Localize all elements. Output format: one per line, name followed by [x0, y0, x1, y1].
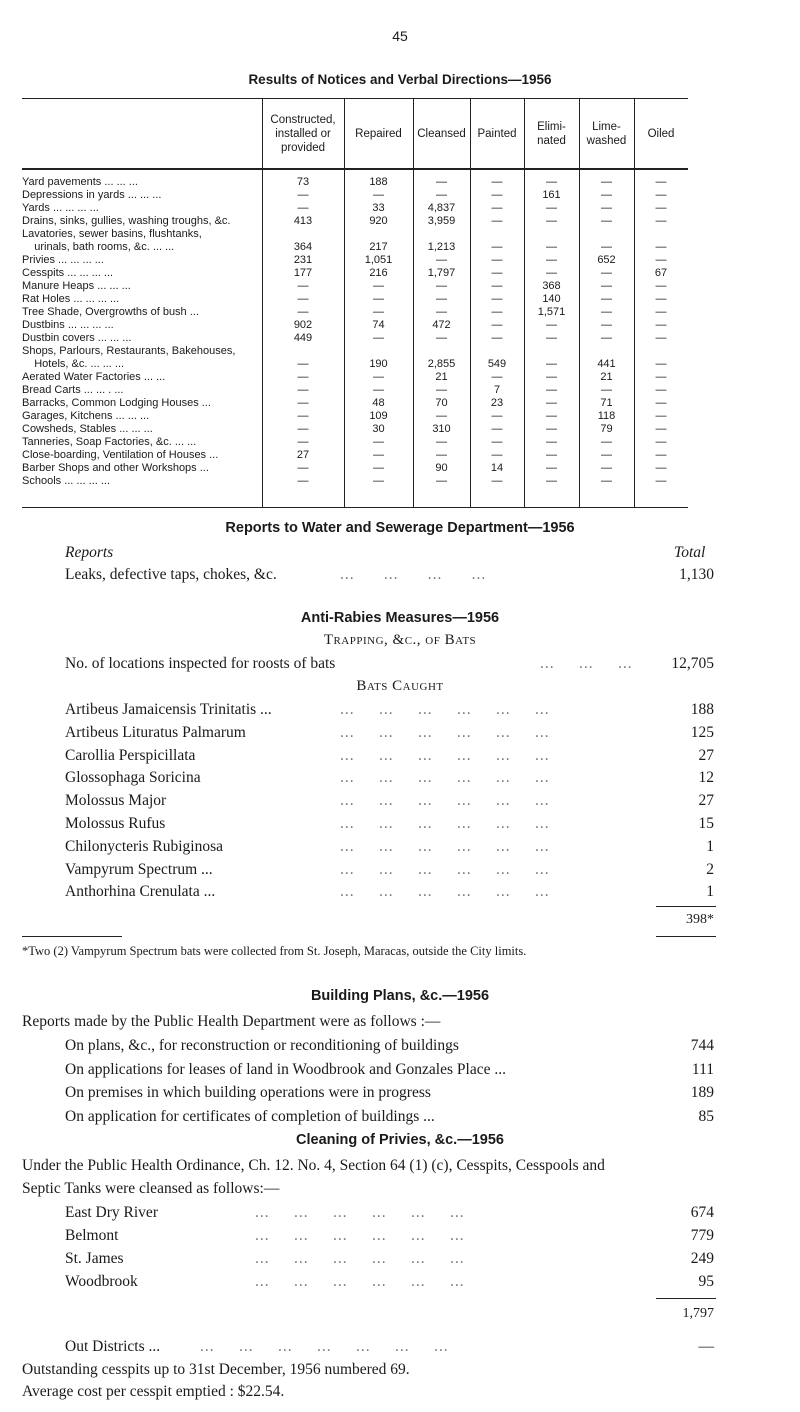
table-cell: — [491, 306, 503, 318]
table-cell: 79 [600, 423, 613, 435]
table-cell: — [373, 189, 384, 201]
inspected-value: 12,705 [671, 655, 714, 672]
building-item-value: 744 [690, 1037, 714, 1054]
table-cell: — [546, 215, 557, 227]
table-cell: — [601, 436, 612, 448]
table-row-label: Garages, Kitchens ... ... ... [22, 410, 150, 422]
table-cell: 190 [369, 358, 388, 370]
table-cell: — [546, 358, 557, 370]
table-cell: — [491, 332, 503, 344]
table-cell: 1,213 [427, 241, 456, 253]
out-districts-label: Out Districts ... [65, 1338, 161, 1355]
table-row-label: Lavatories, sewer basins, flushtanks, [22, 228, 202, 240]
bat-species-count: 27 [698, 792, 714, 810]
table-cell: 413 [293, 215, 313, 227]
table-row-label: Close-boarding, Ventilation of Houses ... [22, 449, 219, 461]
table-row-label: Tree Shade, Overgrowths of bush ... [22, 306, 199, 318]
table-cell: 48 [372, 397, 385, 409]
table-cell: 23 [490, 397, 504, 409]
table-cell: — [297, 189, 309, 201]
building-item-label: On plans, &c., for reconstruction or reconditioning of buildings [65, 1037, 459, 1054]
table-cell: — [601, 280, 612, 292]
privies-intro-2: Septic Tanks were cleansed as follows:— [22, 1180, 280, 1197]
table-cell: 902 [293, 319, 313, 331]
table-row-label: Yard pavements ... ... ... [22, 176, 138, 188]
table-cell: — [655, 280, 667, 292]
table-cell: — [546, 254, 557, 266]
table-cell: — [491, 319, 503, 331]
table-cell: — [546, 202, 557, 214]
table-cell: 140 [542, 293, 561, 305]
table-cell: — [546, 319, 557, 331]
notices-table [22, 98, 688, 508]
table-cell: 71 [600, 397, 613, 409]
district-value: 779 [690, 1227, 714, 1244]
privies-intro-1: Under the Public Health Ordinance, Ch. 12. No. 4, Section 64 (1) (c), Cesspits, Cesspools and [22, 1157, 605, 1174]
district-value: 249 [690, 1250, 714, 1267]
table-cell: — [601, 332, 612, 344]
table-cell: — [655, 397, 667, 409]
table-cell: — [601, 241, 612, 253]
table-cell: — [297, 306, 309, 318]
table-cell: — [436, 189, 447, 201]
table-cell: 67 [654, 267, 668, 279]
table-cell: — [436, 410, 447, 422]
table-cell: — [655, 436, 667, 448]
table-cell: — [491, 202, 503, 214]
column-header: Cleansed [417, 128, 466, 140]
table-cell: — [373, 306, 384, 318]
table-top-rule [22, 98, 688, 99]
table-cell: 231 [293, 254, 313, 266]
table-cell: — [655, 371, 667, 383]
table-row-label: urinals, bath rooms, &c. ... ... [22, 241, 175, 253]
table-cell: — [601, 293, 612, 305]
bat-species-name: Carollia Perspicillata [65, 746, 196, 764]
building-item-label: On premises in which building operations were in progress [65, 1084, 431, 1101]
table-cell: — [655, 410, 667, 422]
table-cell: 364 [293, 241, 313, 253]
rabies-title: Anti-Rabies Measures—1956 [300, 610, 500, 626]
bat-species-count: 27 [698, 746, 714, 764]
table-cell: — [297, 436, 309, 448]
table-cell: — [436, 449, 447, 461]
table-row-label: Barracks, Common Lodging Houses ... [22, 397, 211, 409]
table-cell: — [655, 189, 667, 201]
table-cell: 1,797 [427, 267, 456, 279]
table-cell: — [297, 397, 309, 409]
table-cell: 1,571 [537, 306, 566, 318]
table-cell: 216 [369, 267, 388, 279]
bats-total: 398* [686, 912, 714, 927]
reports-heading: Reports [65, 544, 114, 561]
district-value: 95 [698, 1273, 714, 1290]
table-cell: — [655, 293, 667, 305]
total-heading: Total [674, 544, 706, 561]
outstanding-cesspits: Outstanding cesspits up to 31st December, 1956 numbered 69. [22, 1361, 410, 1378]
table-cell: — [546, 384, 557, 396]
district-value: 674 [690, 1204, 714, 1221]
table-cell: — [491, 267, 503, 279]
table-cell: — [546, 436, 557, 448]
table-cell: 441 [597, 358, 616, 370]
table-cell: — [601, 202, 612, 214]
table-row-label: Dustbin covers ... ... ... [22, 332, 132, 344]
table-cell: — [436, 475, 447, 487]
table-cell: — [655, 215, 667, 227]
table-cell: — [373, 475, 384, 487]
table-row-label: Cowsheds, Stables ... ... ... [22, 423, 153, 435]
table-cell: 27 [296, 449, 310, 461]
table-cell: — [655, 384, 667, 396]
table-row-label: Depressions in yards ... ... ... [22, 189, 162, 201]
bats-total-rule [656, 906, 716, 907]
table-cell: — [436, 254, 447, 266]
table-cell: — [491, 436, 503, 448]
building-item-value: 85 [698, 1107, 714, 1125]
table-cell: — [601, 306, 612, 318]
bat-species-name: Glossophaga Soricina [65, 769, 201, 787]
bat-species-name: Artibeus Lituratus Palmarum [65, 723, 246, 741]
table-cell: — [297, 423, 309, 435]
table-cell: 74 [372, 319, 385, 331]
table-cell: — [373, 384, 384, 396]
table-cell: 4,837 [427, 202, 456, 214]
table-row-label: Barber Shops and other Workshops ... [22, 462, 209, 474]
table-cell: — [546, 475, 557, 487]
table-cell: — [546, 241, 557, 253]
table-cell: — [546, 423, 557, 435]
table-row-label: Schools ... ... ... ... [22, 475, 111, 487]
rabies-subtitle: Trapping, &c., of Bats [323, 632, 477, 648]
table-cell: 1,051 [364, 254, 393, 266]
table-cell: — [601, 267, 612, 279]
table-cell: 217 [369, 241, 388, 253]
table-title: Results of Notices and Verbal Directions—1956 [248, 72, 552, 87]
table-cell: 118 [597, 410, 616, 422]
table-cell: — [373, 436, 384, 448]
table-cell: — [491, 293, 503, 305]
table-cell: — [491, 423, 503, 435]
table-cell: — [436, 436, 447, 448]
table-cell: — [655, 423, 667, 435]
table-row-label: Bread Carts ... ... . ... [22, 384, 124, 396]
table-header-rule [22, 168, 688, 170]
table-row-label: Manure Heaps ... ... ... [22, 280, 131, 292]
table-cell: 161 [542, 189, 561, 201]
table-cell: — [297, 410, 309, 422]
table-cell: — [655, 202, 667, 214]
building-item-value: 111 [691, 1060, 714, 1078]
table-cell: — [655, 306, 667, 318]
table-cell: 21 [600, 371, 613, 383]
table-bottom-rule [22, 507, 688, 508]
table-row-label: Privies ... ... ... ... [22, 254, 104, 266]
table-cell: — [373, 371, 384, 383]
table-cell: — [491, 280, 503, 292]
table-cell: — [491, 176, 503, 188]
inspected-label: No. of locations inspected for roosts of bats [65, 655, 336, 672]
table-cell: 652 [597, 254, 616, 266]
table-cell: 14 [490, 462, 504, 474]
table-cell: — [297, 475, 309, 487]
table-cell: — [655, 449, 667, 461]
table-cell: — [491, 410, 503, 422]
table-cell: — [491, 189, 503, 201]
table-cell: — [436, 293, 447, 305]
table-cell: — [373, 462, 384, 474]
table-cell: 33 [372, 202, 385, 214]
table-row-label: Shops, Parlours, Restaurants, Bakehouses, [22, 345, 236, 357]
bat-species-name: Artibeus Jamaicensis Trinitatis ... [65, 701, 272, 718]
table-cell: 70 [435, 397, 448, 409]
table-cell: — [546, 462, 557, 474]
table-row-label: Tanneries, Soap Factories, &c. ... ... [22, 436, 197, 448]
bat-species-name: Molossus Rufus [65, 815, 166, 832]
table-cell: — [297, 293, 309, 305]
leaks-label: Leaks, defective taps, chokes, &c. [65, 566, 277, 583]
table-cell: — [655, 241, 667, 253]
table-cell: — [546, 371, 557, 383]
bat-species-count: 12 [698, 769, 714, 787]
table-cell: 549 [487, 358, 507, 370]
out-districts-value: — [698, 1338, 714, 1355]
building-item-value: 189 [690, 1084, 714, 1101]
building-intro: Reports made by the Public Health Department were as follows :— [22, 1013, 441, 1030]
privies-title: Cleaning of Privies, &c.—1956 [296, 1132, 504, 1148]
table-cell: — [373, 280, 384, 292]
table-cell: — [373, 449, 384, 461]
column-header: Repaired [355, 128, 402, 140]
bats-caught-heading: Bats Caught [356, 678, 444, 694]
bat-species-count: 188 [690, 701, 714, 718]
table-cell: — [546, 410, 557, 422]
table-cell: 2,855 [427, 358, 456, 370]
page-number: 45 [392, 28, 408, 44]
table-cell: — [546, 449, 557, 461]
bat-species-name: Chilonycteris Rubiginosa [65, 837, 224, 855]
table-cell: — [655, 358, 667, 370]
table-cell: 368 [542, 280, 561, 292]
district-name: St. James [65, 1250, 124, 1267]
table-cell: — [491, 371, 503, 383]
table-cell: 920 [369, 215, 388, 227]
table-cell: — [373, 293, 384, 305]
column-header: Painted [477, 128, 517, 140]
table-cell: — [655, 462, 667, 474]
average-cost: Average cost per cesspit emptied : $22.54. [22, 1383, 285, 1400]
leaks-value: 1,130 [679, 566, 714, 583]
table-cell: 7 [493, 384, 501, 396]
table-cell: 449 [293, 332, 313, 344]
table-cell: — [546, 267, 557, 279]
table-cell: 73 [296, 176, 310, 188]
table-cell: — [297, 358, 309, 370]
table-cell: — [297, 462, 309, 474]
table-cell: — [655, 254, 667, 266]
table-row-label: Dustbins ... ... ... ... [22, 319, 114, 331]
bat-species-count: 1 [706, 837, 714, 855]
table-cell: — [491, 254, 503, 266]
table-cell: 21 [435, 371, 448, 383]
table-cell: 472 [432, 319, 451, 331]
table-cell: — [491, 241, 503, 253]
table-cell: — [601, 319, 612, 331]
bat-species-name: Molossus Major [65, 792, 167, 810]
privies-total-rule [656, 1298, 716, 1299]
table-cell: — [601, 475, 612, 487]
bat-species-count: 2 [706, 860, 714, 878]
table-cell: — [297, 371, 309, 383]
table-row-label: Drains, sinks, gullies, washing troughs, &c. [22, 215, 231, 227]
privies-total: 1,797 [682, 1306, 714, 1321]
bat-species-name: Vampyrum Spectrum ... [65, 860, 213, 878]
table-cell: — [601, 215, 612, 227]
table-cell: — [601, 384, 612, 396]
table-cell: 90 [435, 462, 448, 474]
table-row-label: Cesspits ... ... ... ... [22, 267, 114, 279]
table-row-label: Hotels, &c. ... ... ... [22, 358, 125, 370]
table-cell: — [546, 176, 557, 188]
column-header: Elimi-nated [537, 121, 566, 147]
table-cell: 109 [369, 410, 388, 422]
column-header: Constructed, installed or provided [270, 114, 336, 154]
table-cell: — [491, 449, 503, 461]
district-name: Belmont [65, 1227, 119, 1244]
column-header: Lime-washed [586, 121, 627, 147]
table-cell: 310 [432, 423, 451, 435]
table-cell: — [655, 319, 667, 331]
table-row-label: Yards ... ... ... ... [22, 202, 99, 214]
table-cell: — [655, 475, 667, 487]
table-cell: — [601, 176, 612, 188]
table-row-label: Aerated Water Factories ... ... [22, 371, 166, 383]
column-header: Oiled [647, 128, 675, 140]
bat-species-count: 1 [706, 883, 714, 901]
building-item-label: On applications for leases of land in Woodbrook and Gonzales Place ... [65, 1060, 506, 1078]
table-cell: 177 [293, 267, 313, 279]
bat-species-name: Anthorhina Crenulata ... [65, 883, 216, 901]
table-cell: — [491, 475, 503, 487]
table-cell: — [436, 280, 447, 292]
table-cell: — [297, 384, 309, 396]
table-cell: — [436, 306, 447, 318]
table-cell: — [546, 397, 557, 409]
water-title: Reports to Water and Sewerage Department—1956 [225, 520, 575, 536]
rabies-footnote: *Two (2) Vampyrum Spectrum bats were collected from St. Joseph, Maracas, outside the City limits. [22, 944, 527, 958]
bat-species-count: 15 [698, 815, 714, 832]
table-cell: — [655, 332, 667, 344]
table-cell: 30 [372, 423, 385, 435]
district-name: East Dry River [65, 1204, 158, 1221]
building-item-label: On application for certificates of completion of buildings ... [65, 1107, 435, 1125]
table-row-label: Rat Holes ... ... ... ... [22, 293, 120, 305]
table-cell: — [436, 176, 447, 188]
table-cell: — [436, 332, 447, 344]
table-cell: — [601, 449, 612, 461]
bat-species-count: 125 [690, 723, 714, 741]
table-cell: — [297, 202, 309, 214]
table-cell: 3,959 [427, 215, 456, 227]
table-cell: — [546, 332, 557, 344]
table-cell: — [601, 462, 612, 474]
table-cell: — [655, 176, 667, 188]
table-cell: — [297, 280, 309, 292]
table-cell: — [373, 332, 384, 344]
building-title: Building Plans, &c.—1956 [310, 988, 490, 1004]
table-cell: — [601, 189, 612, 201]
table-cell: — [491, 215, 503, 227]
district-name: Woodbrook [65, 1273, 138, 1290]
table-cell: — [436, 384, 447, 396]
table-cell: 188 [369, 176, 388, 188]
